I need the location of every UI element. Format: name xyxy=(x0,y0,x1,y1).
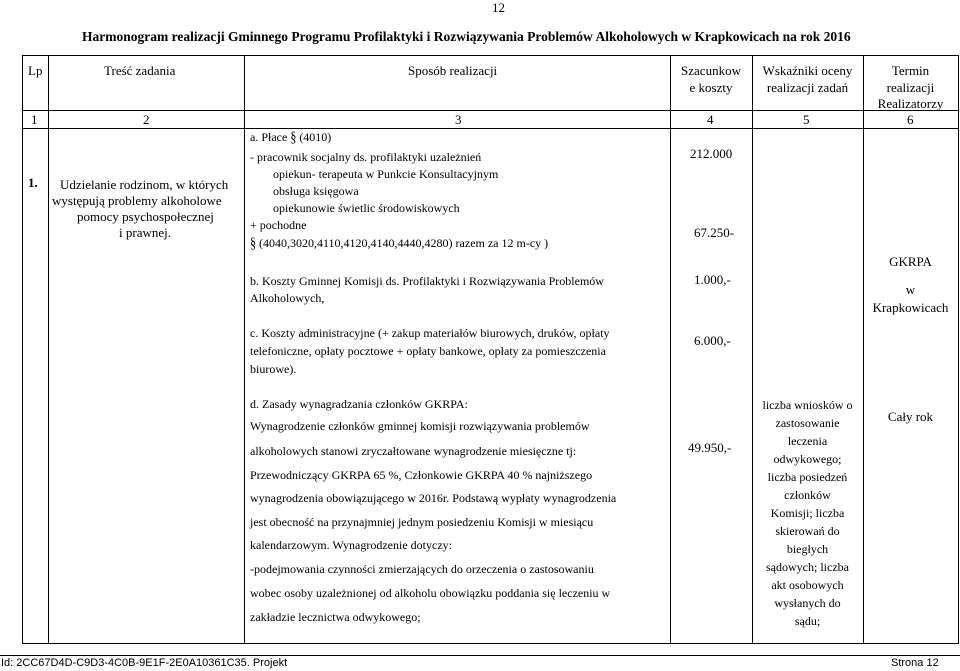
indicator-line-5: liczba posiedzeń xyxy=(767,470,848,484)
section-b-line-2: Alkoholowych, xyxy=(250,291,325,305)
indicator-line-12: wysłanych do xyxy=(774,596,841,610)
indicator-line-11: akt osobowych xyxy=(771,578,844,592)
section-d-line-3: alkoholowych stanowi zryczałtowane wynagrodzenie miesięczne tj: xyxy=(250,444,577,458)
realizator-line-2: w xyxy=(905,282,916,297)
header-termin-1: Termin xyxy=(891,63,930,78)
section-c-line-3: biurowe). xyxy=(250,362,297,376)
header-termin-3: Realizatorzy xyxy=(877,96,944,111)
indicator-line-4: odwykowego; xyxy=(773,452,842,466)
header-wskazniki-2: realizacji zadań xyxy=(766,80,849,95)
page-title: Harmonogram realizacji Gminnego Programu Profilaktyki i Rozwiązywania Problemów Alkoholowych w Krapkowicach na rok 2016 xyxy=(82,29,851,44)
section-a-title-text: a. Płace xyxy=(250,130,288,144)
header-tresc: Treść zadania xyxy=(104,63,176,78)
section-a-item-1: - pracownik socjalny ds. profilaktyki uzależnień xyxy=(250,150,482,164)
column-number-5: 5 xyxy=(803,112,810,127)
section-d-line-4: Przewodniczący GKRPA 65 %, Członkowie GKRPA 40 % najniższego xyxy=(250,468,593,482)
section-d-line-10: zakładzie lecznictwa odwykowego; xyxy=(250,610,421,624)
column-number-1: 1 xyxy=(31,112,38,127)
cost-a-2: 67.250- xyxy=(694,225,735,240)
section-a-item-6 xyxy=(250,236,548,251)
section-a-item-4: opiekunowie świetlic środowiskowych xyxy=(273,201,460,215)
indicator-line-7: Komisji; liczba xyxy=(770,506,845,520)
footer-divider xyxy=(0,655,960,656)
cost-b: 1.000,- xyxy=(694,272,731,287)
section-d-line-8: -podejmowania czynności zmierzających do orzeczenia o zastosowaniu xyxy=(250,562,594,576)
indicator-line-8: skierowań do xyxy=(775,524,840,538)
row-lp: 1. xyxy=(28,175,38,190)
section-c-line-1: c. Koszty administracyjne (+ zakup materiałów biurowych, druków, opłaty xyxy=(250,326,610,340)
section-a-title xyxy=(250,130,331,145)
section-d-line-5: wynagrodzenia obowiązującego w 2016r. Podstawą wypłaty wynagrodzenia xyxy=(250,491,617,505)
indicator-line-6: członków xyxy=(784,488,831,502)
task-line-2: występują problemy alkoholowe xyxy=(52,193,222,208)
cost-a-1: 212.000 xyxy=(690,146,733,161)
indicator-line-3: leczenia xyxy=(787,434,828,448)
indicator-line-13: sądu; xyxy=(794,614,821,628)
page-number-top: 12 xyxy=(492,0,505,15)
header-koszty-1: Szacunkow xyxy=(681,63,741,78)
realizator-line-3: Krapkowicach xyxy=(872,300,949,315)
indicator-line-9: biegłych xyxy=(786,542,829,556)
termin-value: Cały rok xyxy=(887,409,934,424)
header-termin-2: realizacji xyxy=(886,80,935,95)
section-a-item-6-text: (4040,3020,4110,4120,4140,4440,4280) razem za 12 m-cy ) xyxy=(259,236,549,250)
task-line-3: pomocy psychospołecznej xyxy=(77,209,214,224)
column-number-3: 3 xyxy=(455,112,462,127)
section-a-item-3: obsługa księgowa xyxy=(273,184,359,198)
section-d-line-2: Wynagrodzenie członków gminnej komisji rozwiązywania problemów xyxy=(250,419,590,433)
section-b-line-1: b. Koszty Gminnej Komisji ds. Profilaktyki i Rozwiązywania Problemów xyxy=(250,274,604,288)
task-line-1: Udzielanie rodzinom, w których xyxy=(60,177,229,192)
header-wskazniki-1: Wskaźniki oceny xyxy=(762,63,853,78)
footer-page: Strona 12 xyxy=(891,657,939,669)
section-a-item-5: + pochodne xyxy=(250,218,307,232)
realizator-line-1: GKRPA xyxy=(889,254,932,269)
brace-icon: § xyxy=(290,128,297,146)
section-d-line-1: d. Zasady wynagradzania członków GKRPA: xyxy=(250,397,468,411)
section-d-line-7: kalendarzowym. Wynagrodzenie dotyczy: xyxy=(250,538,452,552)
section-c-line-2: telefoniczne, opłaty pocztowe + opłaty bankowe, opłaty za pomieszczenia xyxy=(250,344,606,358)
footer-id: Id: 2CC67D4D-C9D3-4C0B-9E1F-2E0A10361C35. Projekt xyxy=(1,657,288,669)
section-a-item-2: opiekun- terapeuta w Punkcie Konsultacyjnym xyxy=(273,167,499,181)
header-koszty-2: e koszty xyxy=(689,80,733,95)
task-line-4: i prawnej. xyxy=(119,225,171,240)
section-a-code: (4010) xyxy=(299,130,332,144)
column-number-2: 2 xyxy=(143,112,150,127)
section-d-line-6: jest obecność na przynajmniej jednym posiedzeniu Komisji w miesiącu xyxy=(250,515,594,529)
column-number-6: 6 xyxy=(907,112,914,127)
column-number-4: 4 xyxy=(707,112,714,127)
brace-icon: § xyxy=(250,234,256,252)
header-sposob: Sposób realizacji xyxy=(408,63,498,78)
cost-d: 49.950,- xyxy=(688,440,732,455)
indicator-line-2: zastosowanie xyxy=(775,416,840,430)
section-d-line-9: wobec osoby uzależnionej od alkoholu obowiązku poddania się leczeniu w xyxy=(250,586,611,600)
cost-c: 6.000,- xyxy=(694,333,731,348)
indicator-line-1: liczba wniosków o xyxy=(762,398,853,412)
header-lp: Lp xyxy=(28,63,43,78)
indicator-line-10: sądowych; liczba xyxy=(766,560,849,574)
